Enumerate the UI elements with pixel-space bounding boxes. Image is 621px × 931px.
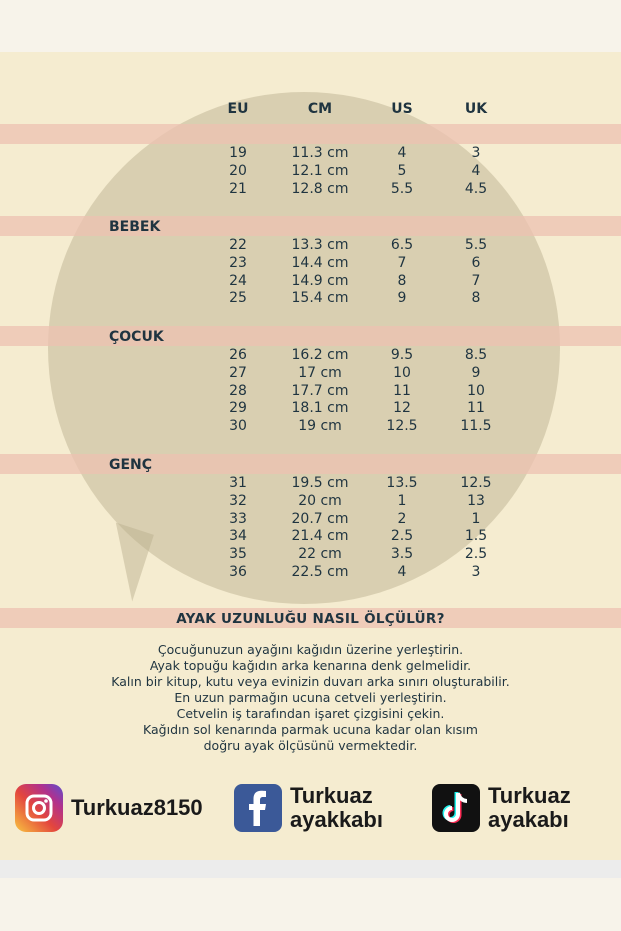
cell-cm: 19.5 cm	[291, 475, 349, 491]
cell-uk: 12.5	[460, 475, 492, 491]
cell-eu: 26	[229, 347, 247, 363]
section-label-bebek: BEBEK	[109, 219, 161, 235]
cell-uk: 5.5	[464, 237, 488, 253]
cell-eu: 36	[229, 564, 247, 580]
cell-cm: 21.4 cm	[291, 528, 349, 545]
instagram-handle: Turkuaz8150	[71, 795, 203, 820]
cell-uk: 3	[471, 145, 481, 161]
section-band-cocuk	[0, 326, 621, 346]
instagram-icon	[15, 784, 63, 832]
cell-us: 5.5	[390, 180, 414, 197]
cell-uk: 4.5	[464, 180, 488, 197]
cell-uk: 8.5	[464, 347, 488, 363]
cell-eu: 33	[229, 510, 247, 527]
howto-step: En uzun parmağın ucuna cetveli yerleştirin.	[174, 690, 447, 705]
table-row	[0, 399, 621, 417]
cell-cm: 12.8 cm	[291, 180, 349, 197]
cell-uk: 6	[471, 254, 481, 271]
cell-cm: 17 cm	[298, 364, 342, 381]
cell-eu: 19	[229, 145, 247, 161]
cell-us: 12.5	[386, 418, 418, 435]
howto-step: Cetvelin iş tarafından işaret çizgisini çekin.	[176, 706, 445, 721]
cell-us: 8	[397, 272, 407, 289]
cell-eu: 35	[229, 546, 247, 563]
table-row	[0, 162, 621, 180]
cell-uk: 11.5	[460, 418, 492, 435]
cell-uk: 13	[467, 492, 485, 509]
cell-us: 1	[397, 492, 407, 509]
header-band	[0, 124, 621, 144]
facebook-link[interactable]	[234, 780, 383, 836]
cell-uk: 7	[471, 272, 481, 289]
cell-us: 9.5	[390, 347, 414, 363]
table-row	[0, 289, 621, 307]
cell-cm: 11.3 cm	[291, 145, 349, 161]
cell-uk: 11	[467, 400, 485, 417]
cell-us: 9	[397, 290, 407, 307]
cell-uk: 1	[471, 510, 481, 527]
cell-cm: 17.7 cm	[291, 382, 349, 399]
cell-eu: 32	[229, 492, 247, 509]
table-row	[0, 236, 621, 254]
bottom-strip	[0, 860, 621, 878]
cell-eu: 27	[229, 364, 247, 381]
table-row	[0, 545, 621, 563]
howto-step: Ayak topuğu kağıdın arka kenarına denk gelmelidir.	[149, 658, 472, 673]
section-band-genc	[0, 454, 621, 474]
cell-uk: 9	[471, 364, 481, 381]
howto-step: Kalın bir kitup, kutu veya evinizin duvarı arka sınırı oluşturabilir.	[111, 674, 510, 689]
col-header-cm: CM	[307, 101, 333, 117]
howto-step: doğru ayak ölçüsünü vermektedir.	[203, 738, 418, 753]
cell-eu: 25	[229, 290, 247, 307]
size-chart-card	[0, 52, 621, 860]
howto-step: Kağıdın sol kenarında parmak ucuna kadar olan kısım	[143, 722, 478, 737]
cell-eu: 28	[229, 382, 247, 399]
table-header	[0, 100, 621, 118]
cell-cm: 12.1 cm	[291, 162, 349, 179]
cell-eu: 34	[229, 528, 247, 545]
cell-uk: 4	[471, 162, 481, 179]
cell-eu: 30	[229, 418, 247, 435]
facebook-name-line2: ayakkabı	[290, 807, 383, 832]
cell-eu: 29	[229, 400, 247, 417]
table-row	[0, 527, 621, 545]
col-header-uk: UK	[464, 101, 488, 117]
howto-title: AYAK UZUNLUĞU NASIL ÖLÇÜLÜR?	[176, 611, 445, 627]
cell-cm: 14.4 cm	[291, 254, 349, 271]
table-row	[0, 492, 621, 510]
table-row	[0, 180, 621, 198]
tiktok-name-line2: ayakabı	[488, 807, 569, 832]
cell-uk: 8	[471, 290, 481, 307]
cell-us: 7	[397, 254, 407, 271]
cell-cm: 22 cm	[298, 546, 342, 563]
cell-us: 10	[393, 364, 411, 381]
cell-cm: 16.2 cm	[291, 347, 349, 363]
cell-us: 4	[397, 564, 407, 580]
cell-us: 2	[397, 510, 407, 527]
section-label-cocuk: ÇOCUK	[109, 329, 164, 345]
table-row	[0, 382, 621, 400]
cell-eu: 21	[229, 180, 247, 197]
cell-us: 11	[393, 382, 411, 399]
table-row	[0, 417, 621, 435]
table-row	[0, 346, 621, 364]
instagram-link[interactable]	[15, 780, 203, 836]
section-label-genc: GENÇ	[109, 457, 153, 473]
cell-uk: 1.5	[464, 528, 488, 545]
table-row	[0, 474, 621, 492]
cell-eu: 22	[229, 237, 247, 253]
cell-uk: 2.5	[464, 546, 488, 563]
cell-cm: 18.1 cm	[291, 400, 349, 417]
cell-us: 6.5	[390, 237, 414, 253]
col-header-us: US	[391, 101, 413, 117]
facebook-name-line1: Turkuaz	[290, 783, 373, 808]
col-header-eu: EU	[227, 101, 249, 117]
facebook-icon	[234, 784, 282, 832]
cell-cm: 20 cm	[298, 492, 342, 509]
table-row	[0, 563, 621, 581]
table-row	[0, 510, 621, 528]
cell-us: 13.5	[386, 475, 418, 491]
cell-us: 4	[397, 145, 407, 161]
tiktok-name-line1: Turkuaz	[488, 783, 571, 808]
table-row	[0, 272, 621, 290]
cell-uk: 3	[471, 564, 481, 580]
cell-uk: 10	[467, 382, 485, 399]
howto-step: Çocuğunuzun ayağını kağıdın üzerine yerleştirin.	[157, 642, 464, 657]
table-row	[0, 254, 621, 272]
cell-cm: 19 cm	[298, 418, 342, 435]
tiktok-icon	[432, 784, 480, 832]
cell-eu: 23	[229, 254, 247, 271]
cell-eu: 20	[229, 162, 247, 179]
section-band-bebek	[0, 216, 621, 236]
cell-us: 5	[397, 162, 407, 179]
tiktok-link[interactable]	[432, 780, 571, 836]
cell-us: 2.5	[390, 528, 414, 545]
cell-eu: 24	[229, 272, 247, 289]
cell-cm: 13.3 cm	[291, 237, 349, 253]
cell-cm: 20.7 cm	[291, 510, 349, 527]
cell-cm: 15.4 cm	[291, 290, 349, 307]
cell-eu: 31	[229, 475, 247, 491]
cell-us: 12	[393, 400, 411, 417]
table-row	[0, 144, 621, 162]
cell-cm: 14.9 cm	[291, 272, 349, 289]
cell-cm: 22.5 cm	[291, 564, 349, 580]
table-row	[0, 364, 621, 382]
cell-us: 3.5	[390, 546, 414, 563]
